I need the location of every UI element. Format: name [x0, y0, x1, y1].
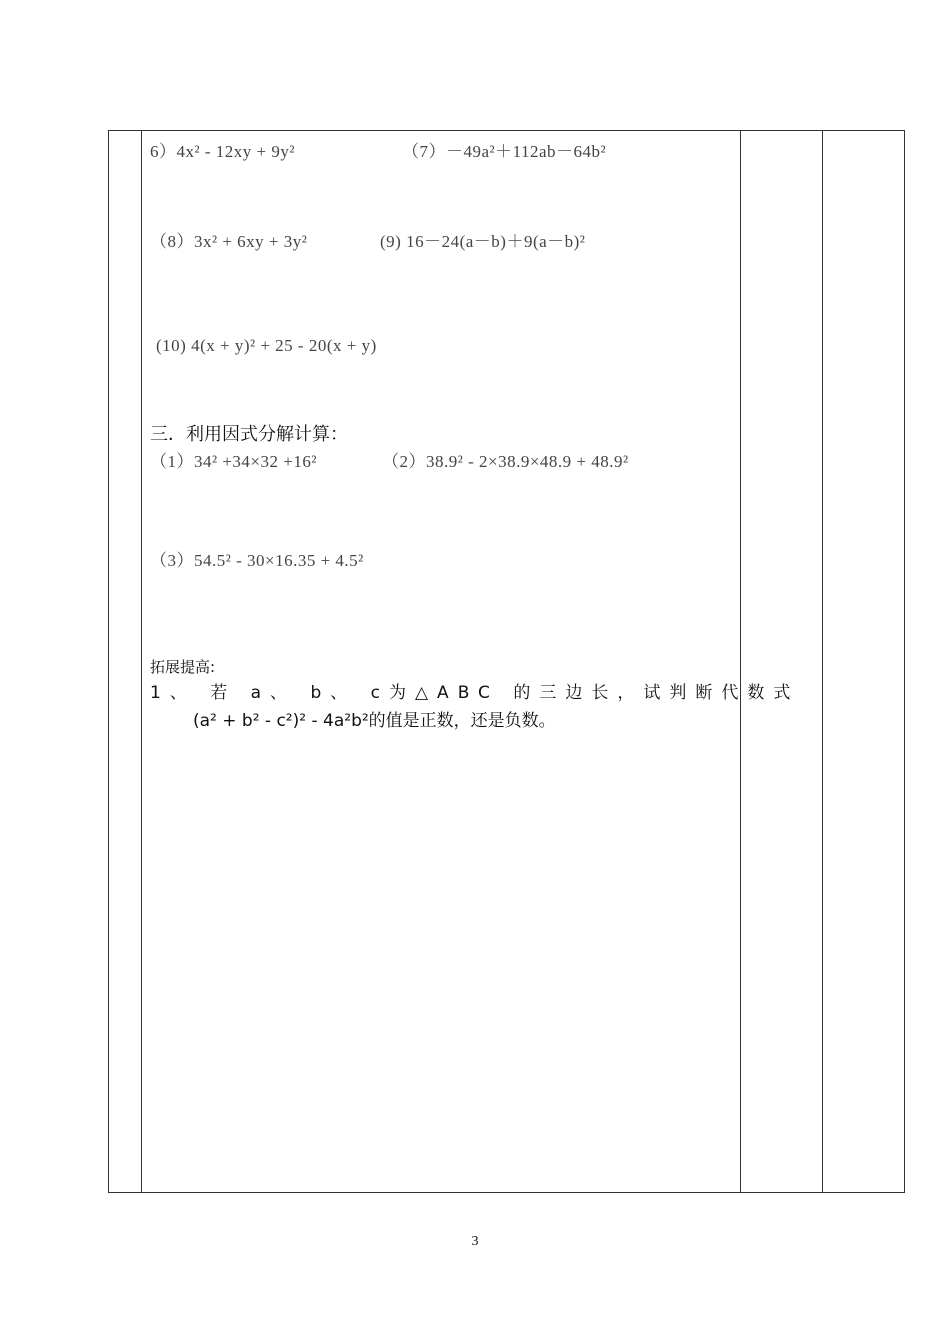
calc-problem-3: （3）54.5² - 30×16.35 + 4.5² — [150, 551, 364, 570]
table-column-divider — [141, 130, 142, 1193]
calc-problem-1: （1）34² +34×32 +16² — [150, 452, 317, 471]
problem-6: 6）4x² - 12xy + 9y² — [150, 142, 295, 161]
extension-title: 拓展提高: — [150, 658, 216, 676]
problem-8: （8）3x² + 6xy + 3y² — [150, 232, 308, 251]
extension-question-1-expression: (a² + b² - c²)² - 4a²b²的值是正数，还是负数。 — [193, 711, 556, 731]
problem-10: (10) 4(x + y)² + 25 - 20(x + y) — [156, 336, 377, 355]
page-number: 3 — [471, 1234, 479, 1249]
section-3-heading: 三．利用因式分解计算： — [150, 424, 348, 445]
calc-problem-2: （2）38.9² - 2×38.9×48.9 + 48.9² — [382, 452, 629, 471]
problem-9: (9) 16－24(a－b)＋9(a－b)² — [380, 232, 586, 251]
table-column-divider — [740, 130, 741, 1193]
extension-question-1: 1、 若 a、 b、 c为△ABC 的三边长，试判断代数式 — [150, 683, 800, 703]
problem-7: （7）－49a²＋112ab－64b² — [402, 142, 607, 161]
table-column-divider — [822, 130, 823, 1193]
table-frame — [108, 130, 905, 1193]
